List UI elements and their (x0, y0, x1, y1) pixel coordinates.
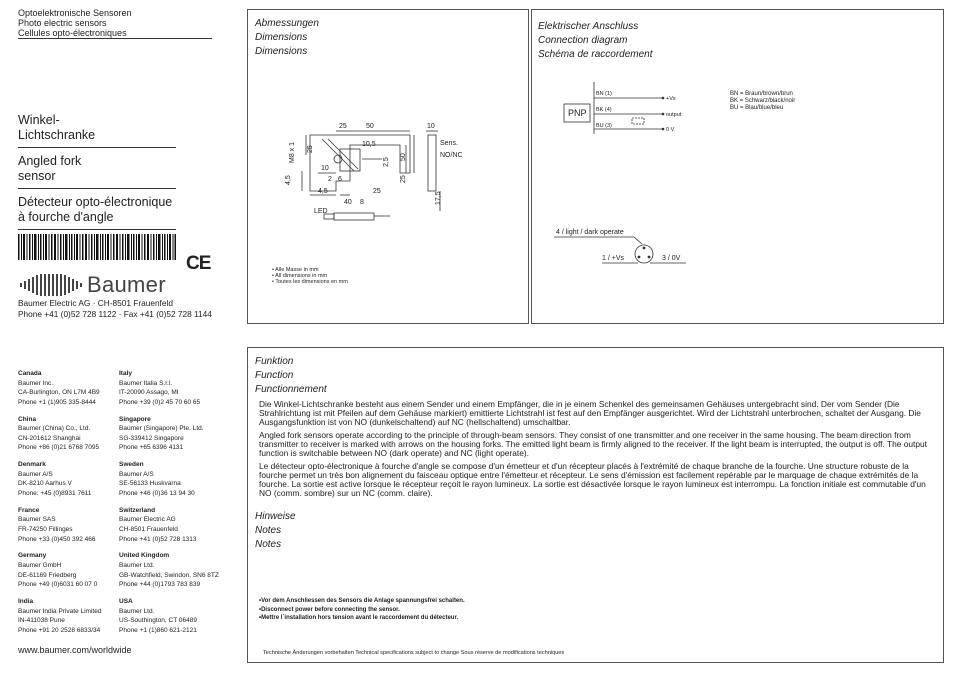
dim-label-led: LED (314, 208, 328, 215)
wire-label-bn: BN (1) (596, 91, 612, 97)
title-fr-line1: Détecteur opto-électronique (18, 195, 173, 209)
safety-note-fr: •Mettre l´installation hors tension avant le raccordement du détecteur. (259, 615, 459, 621)
website-link[interactable]: www.baumer.com/worldwide (18, 645, 132, 655)
safety-notes (259, 597, 465, 623)
header-line-de: Optoelektronische Sensoren (18, 8, 132, 18)
footnote-en: • All dimensions in mm (272, 273, 328, 279)
dim-label-nonc: NO/NC (440, 152, 463, 159)
contact-line: Baumer A/S (119, 470, 154, 478)
header-block (18, 8, 132, 38)
legend-bu: BU = Blau/blue/bleu (730, 105, 784, 111)
contact-line: Baumer Ltd. (119, 561, 155, 569)
pnp-wiring-diagram (562, 82, 712, 142)
header-line-en: Photo electric sensors (18, 18, 107, 28)
dim-label-10-left: 10 (321, 165, 329, 172)
contact-line: IN-411038 Pune (18, 617, 65, 625)
contact-block (18, 415, 99, 453)
dim-label-17-5: 17,5 (435, 191, 442, 205)
title-de-line1: Winkel- (18, 113, 60, 127)
safety-note-en: •Disconnect power before connecting the sensor. (259, 606, 400, 613)
contact-line: Baumer Italia S.r.l. (119, 379, 173, 387)
dim-label-m8: M8 x 1 (289, 141, 296, 163)
contact-country: France (18, 506, 40, 514)
contact-line: Phone +41 (0)52 728 1313 (119, 535, 197, 543)
dim-label-4-5-bottom: 4,5 (318, 188, 328, 195)
contact-block (18, 460, 91, 498)
function-text (259, 400, 935, 498)
contact-line: Phone +39 (0)2 45 70 60 65 (119, 398, 201, 406)
contact-line: Phone +65 6396 4131 (119, 444, 184, 452)
function-paragraph-fr: Le détecteur opto-électronique à fourche d'angle se compose d'un émetteur et d'un récepteur placés à l'extrémité de chaque branche de la fourche. Une structure robuste de la fourche permet un très bon alignement du faisceau optique entre l'émetteur et récepteur. Le sens d'émission est facilement repérable par le marquage de chaque extrémités de la fourche. La sortie est active lorsque le récepteur reçoit le rayon lumineux. La sortie est désactivée lorsque le rayon lumineux est interrompu. La fonction initiale est commutable d'un NO (comm. sombre) sur un NC (comm. claire). (259, 461, 926, 498)
contact-line: FR-74250 Fillinges (18, 525, 73, 533)
contact-line: Phone +1 (1)905 335-8444 (18, 398, 96, 406)
notes-heading-de: Hinweise (255, 511, 296, 522)
wire-label-bu: BU (3) (596, 123, 612, 129)
dim-label-50-top: 50 (366, 123, 374, 130)
contact-block (18, 597, 101, 635)
dim-label-25-mid: 25 (400, 175, 407, 183)
contact-block (18, 369, 100, 407)
function-paragraph-de: Die Winkel-Lichtschranke besteht aus einem Sender und einem Empfänger, die in je einem Schenkel des gemeinsamen Gehäuses untergebracht sind. Der vom Sender (Die Strahlrichtung ist mit Pfeilen auf dem Gehäuse markiert) emittierte Lichtstrahl ist fest auf den Empfänger ausgerichtet. Wird der Lichtstrahl unterbrochen, schaltet der Ausgang. Die Ausgangsfunktion ist von NO (dunkelschaltend) auf NC (hellschaltend) umschaltbar. (259, 399, 921, 427)
connection-heading-fr: Schéma de raccordement (538, 49, 653, 60)
footnote-de: • Alle Masse in mm (272, 267, 319, 273)
contact-block (18, 506, 96, 544)
title-en-line2: sensor (18, 169, 56, 183)
dim-label-4-5-left: 4,5 (285, 175, 292, 185)
contact-country: Denmark (18, 461, 46, 469)
terminal-label-0v: 0 V (666, 127, 675, 133)
dim-label-2-5: 2,5 (383, 157, 390, 167)
company-address: Baumer Electric AG · CH-8501 Frauenfeld (18, 298, 173, 308)
contact-line: CA-Burlington, ON L7M 4B9 (18, 389, 100, 397)
contact-line: Baumer A/S (18, 470, 53, 478)
notes-headings (255, 510, 296, 552)
contact-country: Singapore (119, 415, 151, 423)
pin4-label: 4 / light / dark operate (556, 229, 624, 236)
contact-line: Baumer (China) Co., Ltd. (18, 425, 91, 433)
notes-heading-en: Notes (255, 525, 282, 536)
title-fr-line2: à fourche d'angle (18, 210, 114, 224)
terminal-label-output: output (666, 112, 682, 118)
pnp-label: PNP (568, 108, 587, 118)
notes-heading-fr: Notes (255, 539, 282, 550)
contact-line: Baumer Electric AG (119, 516, 176, 524)
product-title-de (18, 113, 95, 143)
contact-block (119, 415, 204, 453)
contact-line: DK-8210 Aarhus V (18, 480, 72, 488)
contact-line: DE-61169 Friedberg (18, 571, 77, 579)
baumer-logo-text: Baumer (87, 272, 166, 297)
contact-line: Phone: +45 (0)8931 7611 (18, 489, 92, 497)
dim-label-8: 8 (360, 199, 364, 206)
title-divider-2 (18, 188, 176, 189)
dim-label-10-5: 10,5 (362, 141, 376, 148)
connection-heading-en: Connection diagram (538, 35, 628, 46)
contact-line: Phone +44 (0)1793 783 839 (119, 581, 201, 589)
product-title-en (18, 154, 81, 184)
dim-label-25-top: 25 (339, 123, 347, 130)
contact-line: Phone +46 (0)36 13 94 30 (119, 489, 195, 497)
function-panel (247, 347, 944, 663)
product-title-fr (18, 195, 172, 225)
contact-line: Baumer (Singapore) Pte. Ltd. (119, 425, 204, 433)
contact-block (119, 597, 197, 635)
contact-line: IT-20090 Assago, MI (119, 389, 179, 397)
dim-label-40: 40 (344, 199, 352, 206)
contact-block (119, 369, 200, 407)
dimensions-footnotes (272, 267, 348, 285)
dim-label-50-right: 50 (400, 153, 407, 161)
pin3-label: 3 / 0V (662, 255, 681, 262)
function-heading-de: Funktion (255, 356, 294, 367)
dim-label-25-bottom: 25 (373, 188, 381, 195)
title-divider-3 (18, 229, 176, 230)
contact-country: China (18, 415, 37, 423)
legend-bk: BK = Schwarz/black/noir (730, 98, 796, 104)
contact-line: CH-8501 Frauenfeld (119, 525, 178, 533)
connector-pin-diagram (552, 222, 712, 272)
contact-country: India (18, 598, 34, 605)
title-divider-1 (18, 147, 176, 148)
contact-line: Baumer Ltd. (119, 607, 155, 615)
legend-bn: BN = Braun/brown/brun (730, 91, 793, 97)
contact-country: Switzerland (119, 506, 156, 514)
contact-block (119, 551, 219, 589)
terminal-label-vs: +Vs (666, 96, 676, 102)
dimensions-headings (255, 17, 319, 59)
header-divider (18, 38, 212, 39)
function-headings (255, 355, 327, 397)
wire-color-legend (730, 91, 795, 112)
safety-note-de: •Vor dem Anschliessen des Sensors die Anlage spannungsfrei schalten. (259, 598, 465, 604)
title-de-line2: Lichtschranke (18, 128, 96, 142)
contact-country: Germany (18, 552, 47, 560)
dimensions-heading-de: Abmessungen (255, 18, 319, 29)
dim-label-10-top: 10 (427, 123, 435, 130)
contact-line: Phone +33 (0)450 392 466 (18, 535, 96, 543)
contact-line: Phone +86 (0)21 6768 7095 (18, 444, 100, 452)
contact-line: SE-56133 Huskvarna (119, 480, 181, 488)
dimension-drawing (278, 115, 478, 230)
contact-line: CN-201612 Shanghai (18, 434, 81, 442)
contact-country: Italy (119, 370, 133, 377)
baumer-logo-icon (20, 274, 84, 296)
company-phone: Phone +41 (0)52 728 1122 · Fax +41 (0)52 728 1144 (18, 309, 212, 319)
dim-label-6: 6 (338, 176, 342, 183)
wire-label-bk: BK (4) (596, 107, 612, 113)
dim-label-sens: Sens. (440, 140, 458, 147)
contact-line: Baumer GmbH (18, 561, 62, 569)
contact-line: SG-339412 Singapore (119, 434, 184, 442)
contact-line: GB-Watchfield, Swindon, SN6 8TZ (119, 571, 219, 579)
contact-block (18, 551, 97, 589)
contact-line: Phone +1 (1)860 621-2121 (119, 626, 197, 634)
contact-country: United Kingdom (119, 552, 170, 560)
contact-line: Phone +49 (0)6031 60 07 0 (18, 581, 98, 589)
contact-block (119, 460, 195, 498)
ce-mark-icon: CE (186, 253, 211, 274)
pin1-label: 1 / +Vs (602, 255, 624, 262)
function-paragraph-en: Angled fork sensors operate according to the principle of through-beam sensors. They consist of one transmitter and one receiver in the same housing. The beam direction from transmitter to receiver is marked with arrows on the housing forks. The emitted light beam is firmly aligned to the receiver. If the light beam is interrupted, the output is off. The output function is switchable between NO (dark operate) and NC (light operate). (259, 430, 927, 458)
contact-line: Phone +91 20 2528 6833/34 (18, 626, 101, 634)
connection-heading-de: Elektrischer Anschluss (538, 21, 639, 32)
dimensions-panel (247, 9, 529, 324)
dim-label-2: 2 (328, 176, 332, 183)
dimensions-heading-en: Dimensions (255, 32, 308, 43)
contact-country: Sweden (119, 461, 144, 469)
contact-country: USA (119, 598, 133, 605)
contact-line: Baumer Inc. (18, 379, 54, 387)
connection-panel (531, 9, 944, 324)
header-line-fr: Cellules opto-électroniques (18, 28, 127, 38)
function-heading-en: Function (255, 370, 294, 381)
contact-country: Canada (18, 370, 42, 377)
contact-line: Baumer India Private Limited (18, 607, 102, 615)
contact-line: US-Southington, CT 06489 (119, 617, 197, 625)
dim-label-25-left: 25 (307, 145, 314, 153)
contact-line: Baumer SAS (18, 516, 56, 524)
dimensions-heading-fr: Dimensions (255, 46, 308, 57)
connection-headings (538, 20, 653, 62)
title-en-line1: Angled fork (18, 154, 82, 168)
spec-change-footer: Technische Änderungen vorbehalten Technical specifications subject to change Sous réserve de modifications techniques (263, 650, 565, 656)
contact-block (119, 506, 197, 544)
footnote-fr: • Toutes les dimensions en mm (272, 279, 348, 285)
barcode-icon (18, 234, 176, 260)
function-heading-fr: Functionnement (255, 384, 327, 395)
